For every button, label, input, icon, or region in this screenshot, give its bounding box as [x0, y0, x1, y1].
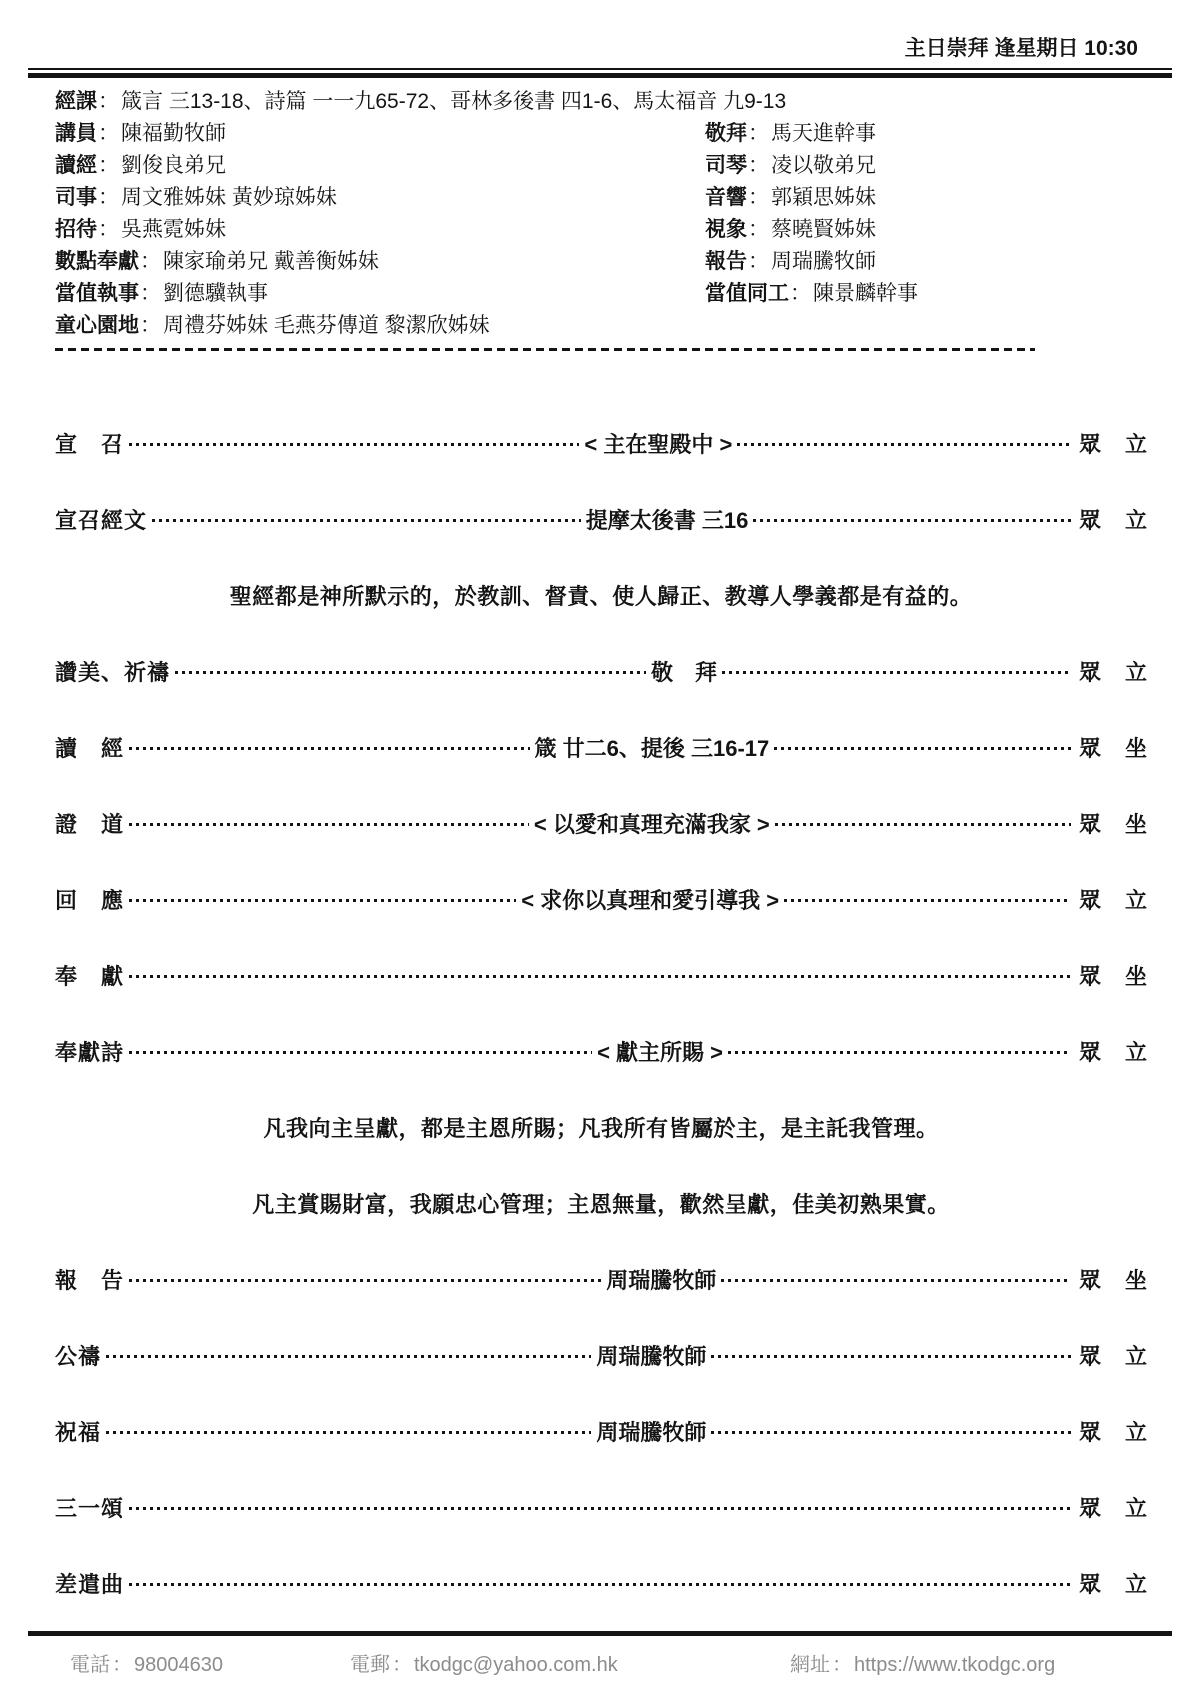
- role-entry: [55, 181, 337, 211]
- dotted-leader: [753, 519, 1071, 522]
- posture-label: 立: [1124, 431, 1147, 457]
- colon: ：: [140, 282, 161, 305]
- congregation-label: 眾: [1078, 1495, 1101, 1521]
- page-title: 主日崇拜 逢星期日 10:30: [904, 37, 1138, 60]
- order-item-label: 讀 經: [55, 735, 125, 761]
- order-quote: [55, 1089, 1147, 1165]
- dotted-leader: [721, 1279, 1071, 1282]
- congregation-label: 眾: [1078, 431, 1101, 457]
- roles-table: [0, 78, 1200, 340]
- dashed-separator: [55, 348, 1035, 351]
- role-label: 數點奉獻: [55, 250, 139, 273]
- order-item-label: 證 道: [55, 811, 125, 837]
- order-item-label: 公禱: [55, 1343, 102, 1369]
- role-row: [55, 308, 1200, 340]
- order-item: [55, 481, 1147, 557]
- order-item: [55, 785, 1147, 861]
- dotted-leader: [129, 1583, 1071, 1586]
- dotted-leader: [737, 443, 1071, 446]
- phone-value: 98004630: [134, 1654, 223, 1676]
- quote-text: 凡我向主呈獻，都是主恩所賜；凡我所有皆屬於主，是主託我管理。: [263, 1115, 939, 1141]
- role-entry: [705, 245, 876, 275]
- posture-label: 立: [1124, 507, 1147, 533]
- role-value: 周禮芬姊妹 毛燕芬傳道 黎潔欣姊妹: [163, 314, 490, 337]
- order-item: [55, 1469, 1147, 1545]
- role-entry: [705, 117, 876, 147]
- role-row: [55, 180, 1200, 212]
- dotted-leader: [775, 823, 1071, 826]
- header-rule-thin: [28, 68, 1172, 70]
- footer: [0, 1648, 1200, 1677]
- role-value: 蔡曉賢姊妹: [771, 218, 876, 241]
- order-item-content: 周瑞騰牧師: [596, 1343, 707, 1369]
- quote-text: 凡主賞賜財富，我願忠心管理；主恩無量，歡然呈獻，佳美初熟果實。: [252, 1191, 950, 1217]
- colon: ：: [98, 218, 119, 241]
- role-value: 郭穎思姊妹: [771, 186, 876, 209]
- role-value: 周瑞騰牧師: [771, 250, 876, 273]
- order-of-service: [0, 405, 1200, 1621]
- dotted-leader: [784, 899, 1071, 902]
- colon: ：: [98, 186, 119, 209]
- role-label: 視象: [705, 218, 747, 241]
- colon: ：: [748, 154, 769, 177]
- role-entry: [705, 277, 918, 307]
- order-item-label: 宣 召: [55, 431, 125, 457]
- order-quote: [55, 1165, 1147, 1241]
- role-label: 報告: [705, 250, 747, 273]
- posture-label: 立: [1124, 1343, 1147, 1369]
- order-item-label: 祝福: [55, 1419, 102, 1445]
- role-label: 讀經: [55, 154, 97, 177]
- order-item-label: 報 告: [55, 1267, 125, 1293]
- role-label: 音響: [705, 186, 747, 209]
- web-value: https://www.tkodgc.org: [854, 1654, 1056, 1676]
- email-label: 電郵: [350, 1654, 390, 1676]
- role-row: [55, 276, 1200, 308]
- quote-text: 聖經都是神所默示的，於教訓、督責、使人歸正、教導人學義都是有益的。: [229, 583, 973, 609]
- role-label: 敬拜: [705, 122, 747, 145]
- role-entry: [705, 149, 876, 179]
- role-entry: [705, 181, 876, 211]
- order-item: [55, 1545, 1147, 1621]
- lessons-label: 經課: [55, 90, 97, 113]
- posture-label: 立: [1124, 1495, 1147, 1521]
- dotted-leader: [711, 1431, 1071, 1434]
- order-item-label: 回 應: [55, 887, 125, 913]
- dotted-leader: [129, 443, 579, 446]
- order-item-content: 周瑞騰牧師: [596, 1419, 707, 1445]
- role-value: 陳景麟幹事: [813, 282, 918, 305]
- phone-label: 電話: [70, 1654, 110, 1676]
- role-value: 周文雅姊妹 黃妙琼姊妹: [121, 186, 337, 209]
- role-entry: [705, 213, 876, 243]
- dotted-leader: [175, 671, 646, 674]
- posture-label: 坐: [1124, 1267, 1147, 1293]
- role-entry: [55, 309, 490, 339]
- posture-label: 坐: [1124, 963, 1147, 989]
- dotted-leader: [129, 1507, 1071, 1510]
- lessons-row: [55, 84, 1200, 116]
- role-value: 劉俊良弟兄: [121, 154, 226, 177]
- posture-label: 立: [1124, 659, 1147, 685]
- posture-label: 立: [1124, 1039, 1147, 1065]
- posture-label: 坐: [1124, 811, 1147, 837]
- dotted-leader: [129, 1279, 601, 1282]
- role-value: 陳家瑜弟兄 戴善衡姊妹: [163, 250, 379, 273]
- dotted-leader: [129, 823, 529, 826]
- order-quote: [55, 557, 1147, 633]
- order-item: [55, 709, 1147, 785]
- order-item: [55, 1013, 1147, 1089]
- order-item-content: < 以愛和真理充滿我家 >: [533, 811, 770, 837]
- congregation-label: 眾: [1078, 887, 1101, 913]
- order-item-content: < 求你以真理和愛引導我 >: [521, 887, 780, 913]
- order-item-content: 提摩太後書 三16: [585, 507, 749, 533]
- role-label: 司事: [55, 186, 97, 209]
- order-item: [55, 405, 1147, 481]
- role-entry: [55, 213, 226, 243]
- order-item-content: < 主在聖殿中 >: [584, 431, 733, 457]
- colon: ：: [112, 1654, 132, 1676]
- posture-label: 立: [1124, 1571, 1147, 1597]
- order-item-label: 讚美、祈禱: [55, 659, 171, 685]
- dotted-leader: [129, 975, 1071, 978]
- congregation-label: 眾: [1078, 507, 1101, 533]
- colon: ：: [748, 218, 769, 241]
- order-item: [55, 937, 1147, 1013]
- role-value: 陳福勤牧師: [121, 122, 226, 145]
- congregation-label: 眾: [1078, 1419, 1101, 1445]
- colon: ：: [140, 250, 161, 273]
- dotted-leader: [129, 1051, 592, 1054]
- dotted-leader: [129, 899, 516, 902]
- role-label: 當值執事: [55, 282, 139, 305]
- role-label: 司琴: [705, 154, 747, 177]
- order-item: [55, 861, 1147, 937]
- role-value: 凌以敬弟兄: [771, 154, 876, 177]
- congregation-label: 眾: [1078, 1039, 1101, 1065]
- role-value: 馬天進幹事: [771, 122, 876, 145]
- colon: ：: [748, 250, 769, 273]
- order-item-content: 敬 拜: [651, 659, 718, 685]
- congregation-label: 眾: [1078, 963, 1101, 989]
- role-label: 講員: [55, 122, 97, 145]
- colon: ：: [790, 282, 811, 305]
- dotted-leader: [106, 1355, 591, 1358]
- email-value: tkodgc@yahoo.com.hk: [414, 1654, 618, 1676]
- role-entry: [55, 245, 379, 275]
- colon: ：: [748, 122, 769, 145]
- role-row: [55, 244, 1200, 276]
- role-label: 當值同工: [705, 282, 789, 305]
- footer-phone: [0, 1648, 350, 1677]
- dotted-leader: [728, 1051, 1071, 1054]
- colon: ：: [832, 1654, 852, 1676]
- web-label: 網址: [790, 1654, 830, 1676]
- congregation-label: 眾: [1078, 1267, 1101, 1293]
- role-entry: [55, 277, 268, 307]
- order-item-content: 箴 廿二6、提後 三16-17: [534, 735, 770, 761]
- order-item: [55, 1317, 1147, 1393]
- posture-label: 坐: [1124, 735, 1147, 761]
- congregation-label: 眾: [1078, 1571, 1101, 1597]
- footer-website: [790, 1648, 1200, 1677]
- order-item-content: 周瑞騰牧師: [606, 1267, 717, 1293]
- footer-email: [350, 1648, 790, 1677]
- order-item-label: 奉獻詩: [55, 1039, 125, 1065]
- role-label: 招待: [55, 218, 97, 241]
- colon: ：: [98, 122, 119, 145]
- colon: ：: [140, 314, 161, 337]
- dotted-leader: [711, 1355, 1071, 1358]
- congregation-label: 眾: [1078, 1343, 1101, 1369]
- colon: ：: [748, 186, 769, 209]
- dotted-leader: [152, 519, 581, 522]
- dotted-leader: [722, 671, 1071, 674]
- posture-label: 立: [1124, 1419, 1147, 1445]
- congregation-label: 眾: [1078, 659, 1101, 685]
- role-value: 吳燕霓姊妹: [121, 218, 226, 241]
- role-label: 童心園地: [55, 314, 139, 337]
- congregation-label: 眾: [1078, 811, 1101, 837]
- role-entry: [55, 117, 226, 147]
- order-item-label: 差遣曲: [55, 1571, 125, 1597]
- order-item-label: 宣召經文: [55, 507, 148, 533]
- role-value: 劉德驥執事: [163, 282, 268, 305]
- role-entry: [55, 149, 226, 179]
- lessons-value: 箴言 三13-18、詩篇 一一九65-72、哥林多後書 四1-6、馬太福音 九9-13: [121, 90, 787, 113]
- colon: ：: [98, 154, 119, 177]
- order-item-label: 奉 獻: [55, 963, 125, 989]
- dotted-leader: [774, 747, 1071, 750]
- order-item-content: < 獻主所賜 >: [597, 1039, 723, 1065]
- order-item-label: 三一頌: [55, 1495, 125, 1521]
- colon: ：: [98, 90, 119, 113]
- posture-label: 立: [1124, 887, 1147, 913]
- role-row: [55, 148, 1200, 180]
- footer-rule: [28, 1631, 1172, 1636]
- order-item: [55, 1241, 1147, 1317]
- congregation-label: 眾: [1078, 735, 1101, 761]
- dotted-leader: [129, 747, 530, 750]
- order-item: [55, 1393, 1147, 1469]
- role-row: [55, 116, 1200, 148]
- dotted-leader: [106, 1431, 591, 1434]
- colon: ：: [392, 1654, 412, 1676]
- role-row: [55, 212, 1200, 244]
- order-item: [55, 633, 1147, 709]
